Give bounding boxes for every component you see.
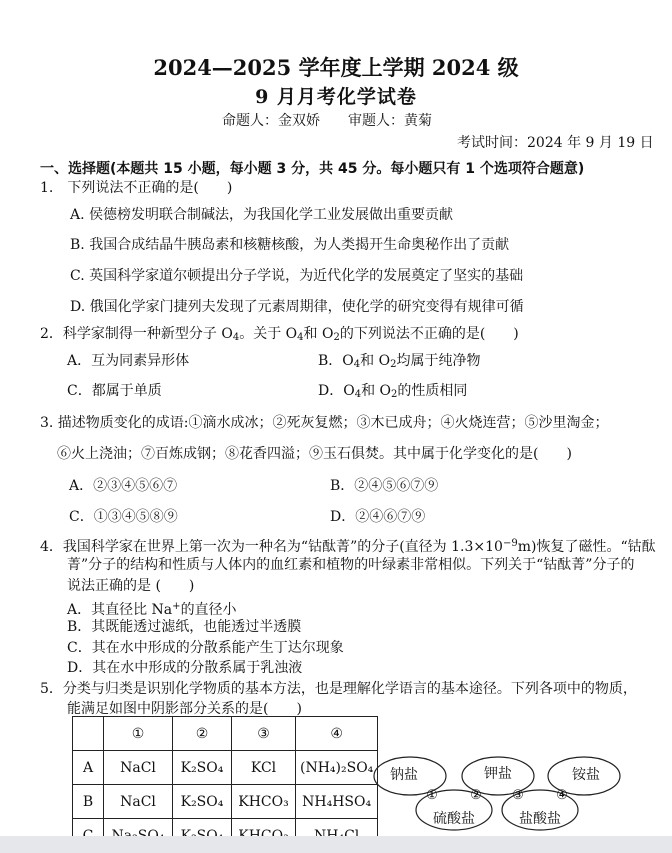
table-cell: NaCl [104,785,173,819]
q3-option-d: D．②④⑥⑦⑨ [330,509,426,525]
venn-label-sodium: 钠盐 [390,767,418,783]
table-cell: K₂SO₄ [173,751,232,785]
table-cell: ③ [232,717,296,751]
table-cell: KHCO₃ [232,785,296,819]
table-cell: K₂SO₄ [173,785,232,819]
q2-option-d: D．$O_4$和 $O_2$的性质相同 [318,383,468,400]
q1-option-c: C. 英国科学家道尔顿提出分子学说，为近代化学的发展奠定了坚实的基础 [70,268,524,284]
exam-title: 2024—2025 学年度上学期 2024 级 [153,55,519,80]
venn-label-chloride: 盐酸盐 [519,811,561,827]
q2-stem: 2．科学家制得一种新型分子 $O_4$。关于 $O_4$和 $O_2$的下列说法不正确的是( ) [40,326,519,343]
q4-option-d: D．其在水中形成的分散系属于乳浊液 [67,660,303,676]
q3-option-a: A．②③④⑤⑥⑦ [69,478,178,494]
table-cell: KCl [232,751,296,785]
q1-option-b: B. 我国合成结晶牛胰岛素和核糖核酸，为人类揭开生命奥秘作出了贡献 [70,237,510,253]
table-cell: A [73,751,104,785]
table-cell: (NH₄)₂SO₄ [296,751,378,785]
bottom-bar [0,836,672,853]
q2-option-a: A．互为同素异形体 [67,353,190,369]
venn-region-3: ③ [512,788,524,803]
table-cell: ④ [296,717,378,751]
venn-label-potassium: 钾盐 [484,766,512,782]
table-cell: B [73,785,104,819]
table-row [73,785,378,819]
section-heading: 一、选择题(本题共 15 小题，每小题 3 分，共 45 分。每小题只有 1 个选项符合题意) [40,161,585,177]
q4-line2: 菁”分子的结构和性质与人体内的血红素和植物的叶绿素非常相似。下列关于“钴酞菁”分子的 [67,557,635,573]
q3-line1: 3. 描述物质变化的成语:①滴水成冰；②死灰复燃；③木已成舟；④火烧连营；⑤沙里淘金； [40,415,609,431]
venn-region-4: ④ [556,788,568,803]
q3-option-b: B．②④⑤⑥⑦⑨ [330,478,439,494]
exam-subtitle: 9 月月考化学试卷 [255,86,417,108]
exam-time: 考试时间：2024 年 9 月 19 日 [457,135,654,151]
q5-line1: 5．分类与归类是识别化学物质的基本方法，也是理解化学语言的基本途径。下列各项中的物质， [40,681,637,697]
exam-authors: 命题人：金双娇 审题人：黄菊 [222,113,432,129]
q4-line1: 4．我国科学家在世界上第一次为一种名为“钴酞菁”的分子(直径为 $1.3\times 10^{-9}m$)恢复了磁性。“钴酞 [40,538,656,555]
q1-option-d: D. 俄国化学家门捷列夫发现了元素周期律，使化学的研究变得有规律可循 [70,299,524,315]
q3-line2: ⑥火上浇油；⑦百炼成钢；⑧花香四溢；⑨玉石俱焚。其中属于化学变化的是( ) [57,446,572,462]
q1-option-a: A. 侯德榜发明联合制碱法，为我国化学工业发展做出重要贡献 [70,207,454,223]
q4-option-a: A．其直径比 Na+的直径小 [67,601,237,618]
q5-table [72,716,378,853]
table-cell [73,717,104,751]
q4-option-c: C．其在水中形成的分散系能产生丁达尔现象 [67,640,344,656]
venn-label-sulfate: 硫酸盐 [433,811,475,827]
q2-option-b: B．$O_4$和 $O_2$均属于纯净物 [318,353,481,370]
table-header-row [73,717,378,751]
table-row [73,751,378,785]
q5-line2: 能满足如图中阴影部分关系的是( ) [67,701,302,717]
q2-option-c: C．都属于单质 [67,383,162,399]
q4-line3: 说法正确的是 ( ) [67,578,195,594]
q3-option-c: C．①③④⑤⑧⑨ [69,509,178,525]
q1-stem: 1. 下列说法不正确的是( ) [40,180,233,196]
venn-diagram [370,752,635,836]
venn-region-2: ② [470,788,482,803]
table-cell: ② [173,717,232,751]
table-cell: NH₄HSO₄ [296,785,378,819]
table-cell: NaCl [104,751,173,785]
table-cell: ① [104,717,173,751]
venn-label-ammonium: 铵盐 [572,767,600,783]
venn-region-1: ① [426,788,438,803]
q4-option-b: B．其既能透过滤纸，也能透过半透膜 [67,619,302,635]
